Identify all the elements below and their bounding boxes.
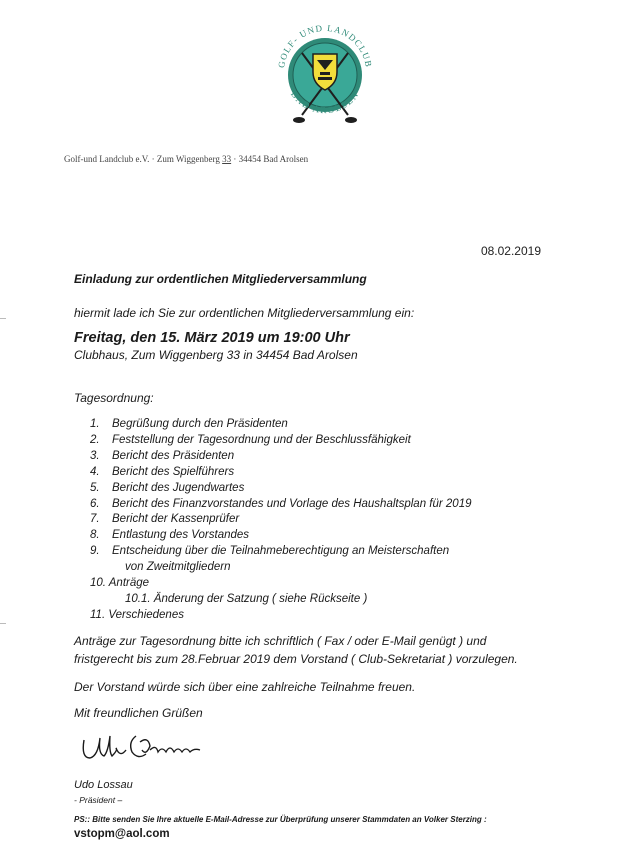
agenda-item: 5. Bericht des Jugendwartes	[90, 481, 245, 494]
fold-mark	[0, 318, 6, 319]
agenda-item: 1. Begrüßung durch den Präsidenten	[90, 418, 288, 430]
letter-date: 08.02.2019	[480, 244, 541, 258]
agenda-item: 4. Bericht des Spielführers	[90, 465, 235, 478]
postscript: PS:: Bitte senden Sie Ihre aktuelle E-Mail-Adresse zur Überprüfung unserer Stammdaten an Volker Sterzing :	[74, 815, 487, 824]
signer-name: Udo Lossau	[74, 779, 133, 791]
agenda-label: Tagesordnung:	[74, 391, 154, 405]
agenda-item: 3. Bericht des Präsidenten	[90, 449, 235, 462]
greeting: Mit freundlichen Grüßen	[74, 706, 203, 720]
meeting-location: Clubhaus, Zum Wiggenberg 33 in 34454 Bad Arolsen	[74, 348, 358, 362]
agenda-item: 9. Entscheidung über die Teilnahmeberechtigung an Meisterschaften	[90, 545, 450, 558]
agenda-item-continuation: von Zweitmitgliedern	[125, 561, 231, 574]
sender-street: Zum Wiggenberg	[156, 154, 223, 164]
sender-org: Golf-und Landclub e.V.	[64, 154, 150, 164]
sender-sep: ·	[151, 154, 155, 164]
handwritten-signature	[76, 728, 216, 768]
contact-email: vstopm@aol.com	[74, 828, 170, 840]
agenda-list	[90, 417, 472, 624]
sender-sep: ·	[233, 154, 237, 164]
sender-address	[64, 154, 308, 164]
signer-role: - Präsident –	[74, 795, 123, 805]
letter-intro: hiermit lade ich Sie zur ordentlichen Mitgliederversammlung ein:	[74, 306, 415, 320]
agenda-item: 6. Bericht des Finanzvorstandes und Vorlage des Haushaltsplan für 2019	[90, 497, 472, 510]
agenda-subitem: 10.1. Änderung der Satzung ( siehe Rückseite )	[125, 592, 368, 605]
logo-arc-bottom: BAD AROLSEN	[288, 89, 362, 117]
sender-street-number: 33	[222, 154, 232, 164]
logo-arc-top: GOLF- UND LANDCLUB	[276, 22, 374, 69]
agenda-item: 2. Feststellung der Tagesordnung und der Beschlussfähigkeit	[90, 433, 411, 446]
letter-subject: Einladung zur ordentlichen Mitgliederversammlung	[74, 272, 367, 286]
sender-city: 34454 Bad Arolsen	[238, 154, 309, 164]
fold-mark	[0, 623, 6, 624]
agenda-item: 8. Entlastung des Vorstandes	[90, 529, 250, 542]
motions-paragraph: Anträge zur Tagesordnung bitte ich schriftlich ( Fax / oder E-Mail genügt ) und fristgerecht bis zum 28.Februar 2019 dem Vorstand ( Club-Sekretariat ) vorzulegen.	[74, 634, 518, 666]
agenda-item: 10. Anträge	[90, 577, 150, 590]
closing-paragraph: Der Vorstand würde sich über eine zahlreiche Teilnahme freuen.	[74, 680, 416, 694]
agenda-item: 11. Verschiedenes	[90, 608, 184, 621]
agenda-item: 7. Bericht der Kassenprüfer	[90, 513, 240, 526]
club-logo	[270, 20, 380, 135]
meeting-datetime: Freitag, den 15. März 2019 um 19:00 Uhr	[74, 330, 350, 346]
